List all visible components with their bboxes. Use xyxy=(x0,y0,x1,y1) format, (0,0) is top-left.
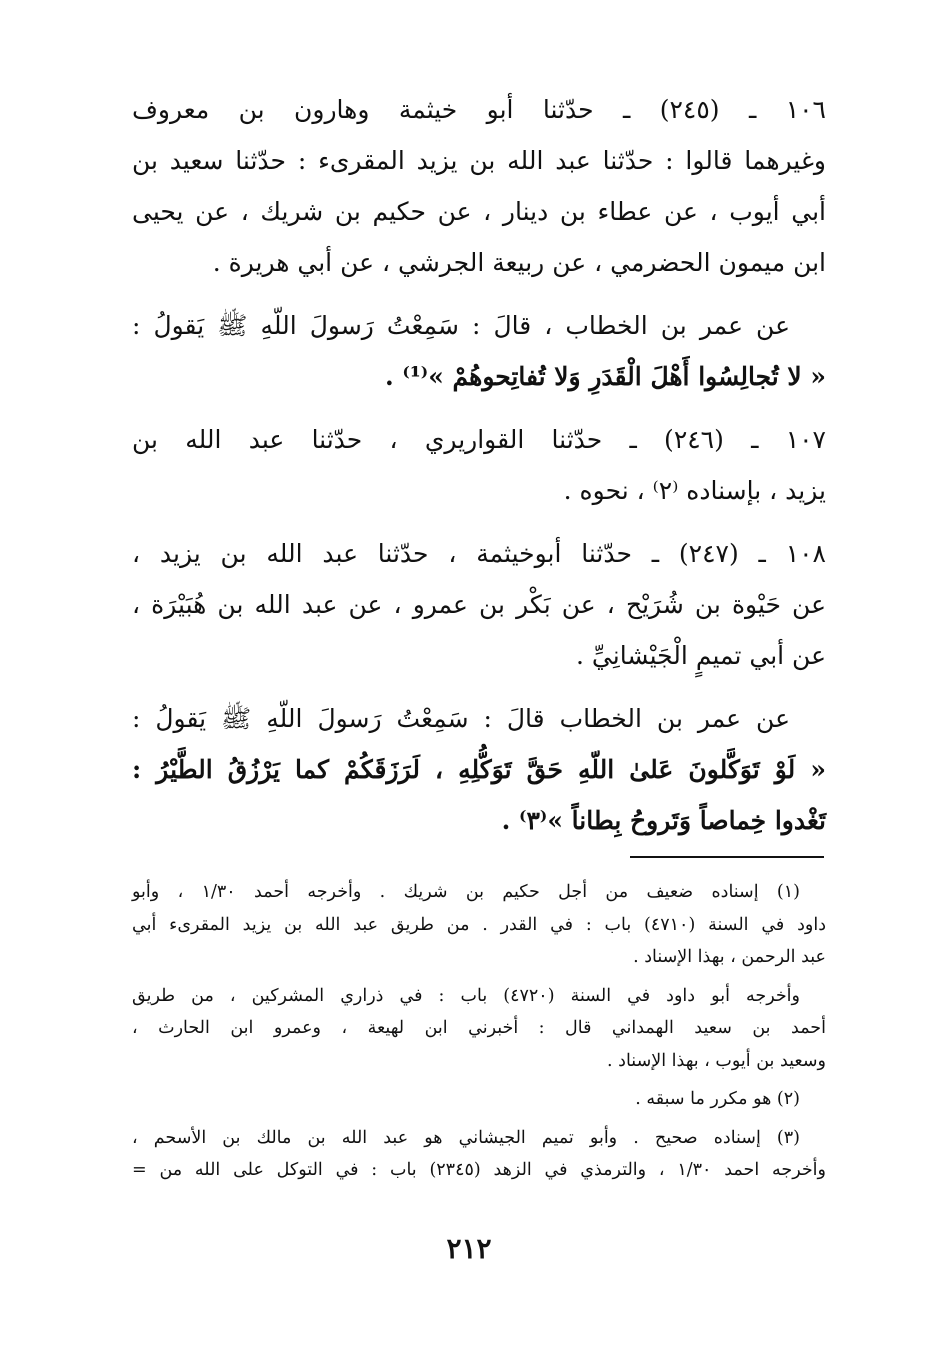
text-line: وغيرهما قالوا : حدّثنا عبد الله بن يزيد المقرىء : حدّثنا سعيد بن xyxy=(132,146,826,175)
footnote-separator xyxy=(630,856,824,858)
text-line: ١٠٨ ـ (٢٤٧) ـ حدّثنا أبوخيثمة ، حدّثنا عبد الله بن يزيد ، xyxy=(132,539,826,568)
hadith-quote-line: « لَوْ تَوَكَّلونَ عَلىٰ اللّهِ حَقَّ تَوَكُّلِهِ ، لَرَزَقَكُمْ كما يَرْزُقُ الطَّيْرُ : xyxy=(132,755,826,784)
footnote-line: وأخرجه أبو داود في السنة (٤٧٢٠) باب : في ذراري المشركين ، من طريق xyxy=(132,985,800,1006)
text-line: ١٠٦ ـ (٢٤٥) ـ حدّثنا أبو خيثمة وهارون بن معروف xyxy=(132,95,826,124)
text-line: عن عمر بن الخطاب ، قالَ : سَمِعْتُ رَسولَ اللّهِ ﷺ يَقولُ : xyxy=(132,311,790,340)
hadith-106-chain xyxy=(132,84,826,288)
footnote-2 xyxy=(132,1083,826,1116)
text-line: عن حَيْوة بن شُرَيْح ، عن بَكْر بن عمرو ، عن عبد الله بن هُبَيْرَة ، xyxy=(132,590,826,619)
text-line: ١٠٧ ـ (٢٤٦) ـ حدّثنا القواريري ، حدّثنا عبد الله بن xyxy=(132,425,826,454)
footnotes xyxy=(132,876,826,1193)
footnote-1 xyxy=(132,876,826,974)
footnote-line: داود في السنة (٤٧١٠) باب : في القدر . من طريق عبد الله بن يزيد المقرىء أبي xyxy=(132,914,826,935)
hadith-106-text xyxy=(132,300,826,402)
footnote-line: وسعيد بن أيوب ، بهذا الإسناد . xyxy=(607,1050,826,1071)
footnote-1-continued xyxy=(132,980,826,1078)
footnote-line: أحمد بن سعيد الهمداني قال : أخبرني ابن لهيعة ، وعمرو ابن الحارث ، xyxy=(132,1018,826,1038)
footnote-line: عبد الرحمن ، بهذا الإسناد . xyxy=(633,947,826,967)
footnote-3 xyxy=(132,1122,826,1187)
footnote-line: وأخرجه احمد ١/٣٠ ، والترمذي في الزهد (٢٣٤٥) باب : في التوكل على الله من = xyxy=(132,1160,826,1180)
hadith-quote-line: تَغْدوا خِماصاً وَتَروحُ بِطاناً »⁽٣⁾ . xyxy=(501,806,826,835)
hadith-108-chain xyxy=(132,528,826,681)
page-number: ٢١٢ xyxy=(446,1232,492,1265)
main-text xyxy=(132,84,826,858)
hadith-108-text xyxy=(132,693,826,846)
text-line: عن عمر بن الخطاب قالَ : سَمِعْتُ رَسولَ اللّهِ ﷺ يَقولُ : xyxy=(132,704,790,733)
text-line: عن أبي تميمٍ الْجَيْشانِيِّ . xyxy=(576,641,826,670)
text-line: أبي أيوب ، عن عطاء بن دينار ، عن حكيم بن شريك ، عن يحيى xyxy=(132,197,826,226)
hadith-107-chain xyxy=(132,414,826,516)
text-line: يزيد ، بإسناده ⁽٢⁾ ، نحوه . xyxy=(563,476,826,505)
footnote-line: (٣) إسناده صحيح . وأبو تميم الجيشاني هو عبد الله بن مالك بن الأسحم ، xyxy=(132,1127,800,1148)
footnote-line: (١) إسناده ضعيف من أجل حكيم بن شريك . وأخرجه أحمد ١/٣٠ ، وأبو xyxy=(132,882,800,902)
text-line: ابن ميمون الحضرمي ، عن ربيعة الجرشي ، عن أبي هريرة . xyxy=(212,248,826,277)
footnote-line: (٢) هو مكرر ما سبقه . xyxy=(635,1089,800,1109)
hadith-quote-line: « لا تُجالِسُوا أَهْلَ الْقَدَرِ وَلا تُفاتِحوهُمْ »⁽¹⁾ . xyxy=(384,362,826,391)
